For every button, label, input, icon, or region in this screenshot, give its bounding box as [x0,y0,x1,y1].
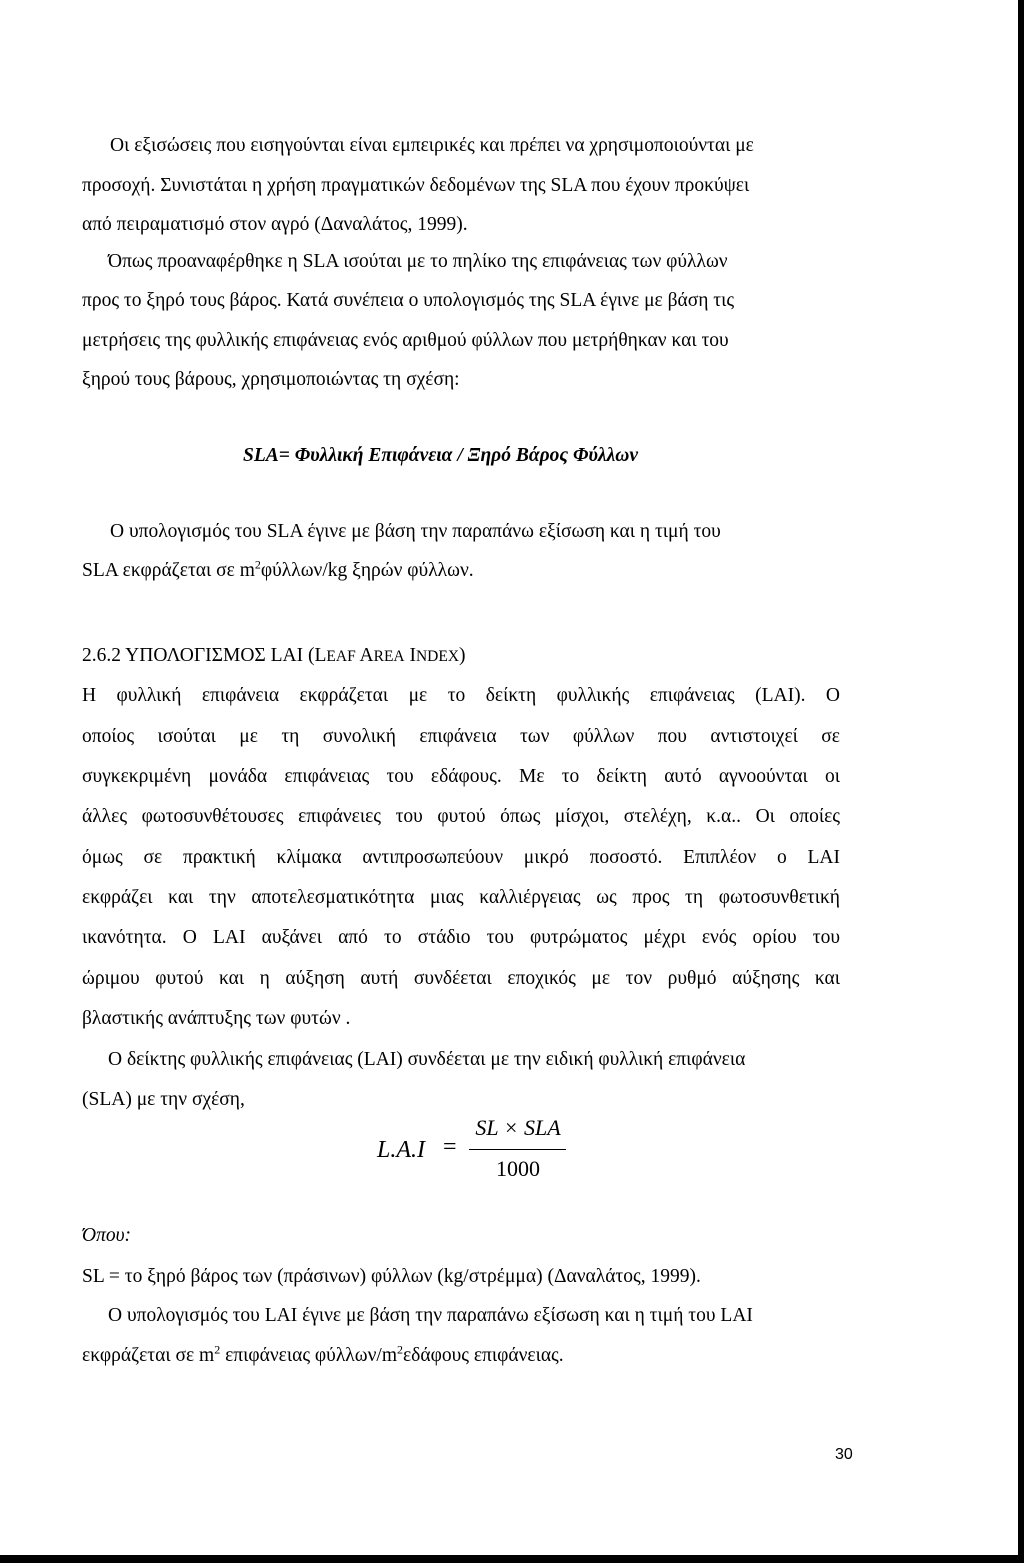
paragraph-3-line-1: Ο υπολογισμός του SLA έγινε με βάση την παραπάνω εξίσωση και η τιμή του [110,521,721,542]
superscript-2: 2 [254,557,261,572]
paragraph-3-text-b: φύλλων/kg ξηρών φύλλων. [260,560,474,581]
section-heading-rea: REA [373,648,405,665]
paragraph-4-line-6: εκφράζει και την αποτελεσματικότητα μιας καλλιέργειας ως προς τη φωτοσυνθετική [82,887,840,908]
superscript-2-first: 2 [214,1342,221,1357]
paragraph-5-line-1: Ο δείκτης φυλλικής επιφάνειας (LAI) συνδέεται με την ειδική φυλλική επιφάνεια [108,1049,746,1070]
paragraph-2-line-4: ξηρού τους βάρους, χρησιμοποιώντας τη σχέση: [82,369,460,390]
paragraph-4-line-1: Η φυλλική επιφάνεια εκφράζεται με το δείκτη φυλλικής επιφάνειας (LAI). Ο [82,685,840,706]
paragraph-4-last-line: βλαστικής ανάπτυξης των φυτών . [82,1008,351,1029]
section-heading [82,644,466,669]
paragraph-4-line-3: συγκεκριμένη μονάδα επιφάνειας του εδάφους. Με το δείκτη αυτό αγνοούνται οι [82,766,840,787]
where-label: Όπου: [82,1225,132,1246]
paragraph-4-line-4: άλλες φωτοσυνθέτουσες επιφάνειες του φυτού όπως μίσχοι, στελέχη, κ.α.. Οι οποίες [82,806,840,827]
equation-lhs: L.A.I [377,1137,425,1163]
section-heading-ndex: NDEX [415,648,460,665]
paragraph-6-line-1: Ο υπολογισμός του LAI έγινε με βάση την παραπάνω εξίσωση και η τιμή του LAI [108,1305,753,1326]
equation-numerator: SL × SLA [475,1115,561,1140]
paragraph-1-line-1: Οι εξισώσεις που εισηγούνται είναι εμπειρικές και πρέπει να χρησιμοποιούνται με [110,135,754,156]
lai-equation [377,1114,567,1184]
page-number: 30 [835,1446,853,1463]
section-heading-eaf: EAF [326,648,356,665]
section-heading-close: ) [459,645,466,666]
equation-fraction-bar [469,1149,566,1150]
section-heading-i: I [404,645,416,666]
equation-denominator: 1000 [496,1156,540,1181]
paragraph-2-line-3: μετρήσεις της φυλλικής επιφάνειας ενός αριθμού φύλλων που μετρήθηκαν και του [82,330,729,351]
paragraph-1-line-2: προσοχή. Συνιστάται η χρήση πραγματικών δεδομένων της SLA που έχουν προκύψει [82,175,750,196]
paragraph-6-text-c: εδάφους επιφάνειας. [402,1345,564,1366]
paragraph-4-line-5: όμως σε πρακτική κλίμακα αντιπροσωπεύουν μικρό ποσοστό. Επιπλέον ο LAI [82,847,840,868]
section-heading-number-title: 2.6.2 ΥΠΟΛΟΓΙΣΜΟΣ LAI (L [82,645,327,666]
paragraph-1-line-3: από πειραματισμό στον αγρό (Δαναλάτος, 1999). [82,214,468,235]
paragraph-5-line-2: (SLA) με την σχέση, [82,1089,245,1110]
paragraph-3-text-a: SLA εκφράζεται σε m [82,560,255,581]
paragraph-6-line-2 [82,1344,564,1368]
paragraph-3-line-2 [82,559,474,583]
superscript-2-second: 2 [396,1342,403,1357]
paragraph-6-text-a: εκφράζεται σε m [82,1345,215,1366]
paragraph-4-line-2: οποίος ισούται με τη συνολική επιφάνεια των φύλλων που αντιστοιχεί σε [82,726,840,747]
sla-formula: SLA= Φυλλική Επιφάνεια / Ξηρό Βάρος Φύλλων [243,445,638,466]
sl-definition: SL = το ξηρό βάρος των (πράσινων) φύλλων (kg/στρέμμα) (Δαναλάτος, 1999). [82,1266,701,1287]
section-heading-a: A [355,645,374,666]
paragraph-2-line-2: προς το ξηρό τους βάρος. Κατά συνέπεια ο υπολογισμός της SLA έγινε με βάση τις [82,290,735,311]
paragraph-2-line-1: Όπως προαναφέρθηκε η SLA ισούται με το πηλίκο της επιφάνειας των φύλλων [108,251,728,272]
paragraph-4-line-8: ώριμου φυτού και η αύξηση αυτή συνδέεται εποχικός με τον ρυθμό αύξησης και [82,968,840,989]
equation-equals: = [443,1134,457,1160]
paragraph-4-line-7: ικανότητα. Ο LAI αυξάνει από το στάδιο του φυτρώματος μέχρι ενός ορίου του [82,927,840,948]
paragraph-6-text-b: επιφάνειας φύλλων/m [220,1345,397,1366]
